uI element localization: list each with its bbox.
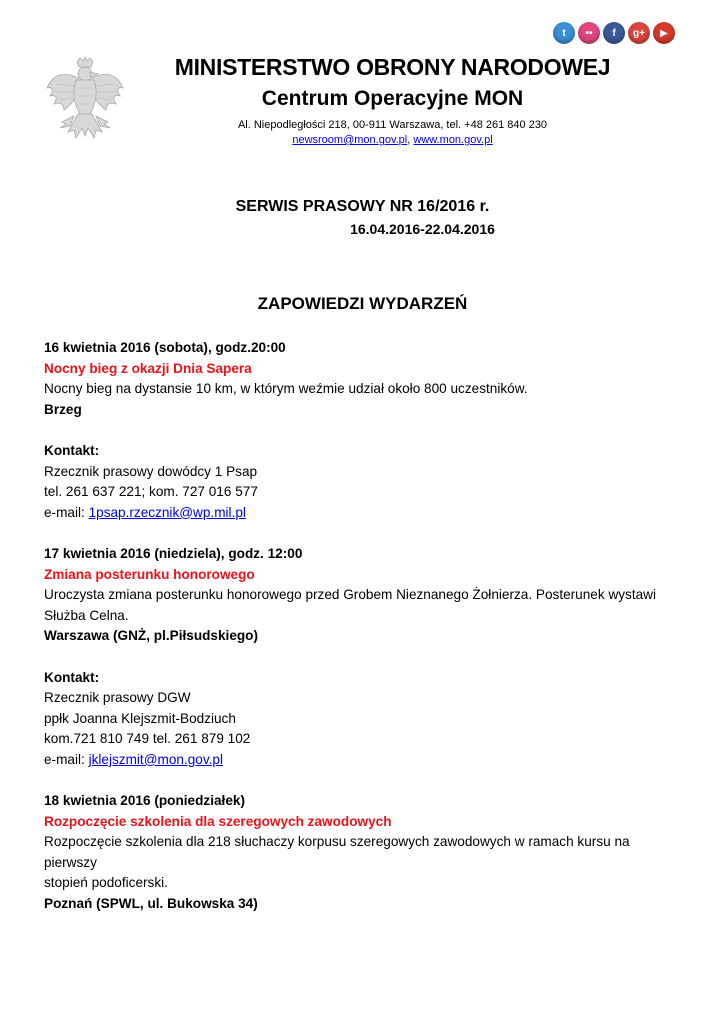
contact-email-link[interactable]: 1psap.rzecznik@wp.mil.pl (88, 504, 246, 520)
contact-label: Kontakt: (44, 669, 100, 685)
social-links (553, 22, 675, 44)
event-date: 17 kwietnia 2016 (niedziela), godz. 12:00 (44, 545, 303, 561)
facebook-icon[interactable]: f (603, 22, 625, 44)
event-description: Rozpoczęcie szkolenia dla 218 słuchaczy korpusu szeregowych zawodowych w ramach kursu na pierwszy (44, 834, 630, 870)
event-title: Rozpoczęcie szkolenia dla szeregowych zawodowych (44, 813, 392, 829)
twitter-icon[interactable]: t (553, 22, 575, 44)
event-place: Brzeg (44, 401, 82, 417)
event-description: Służba Celna. (44, 607, 129, 623)
contact-line: Rzecznik prasowy dowódcy 1 Psap (44, 463, 258, 479)
contact-links (40, 134, 725, 146)
flickr-icon[interactable]: •• (578, 22, 600, 44)
event-description: Nocny bieg na dystansie 10 km, w którym weźmie udział około 800 uczestników. (44, 381, 528, 397)
newsroom-email-link[interactable]: newsroom@mon.gov.pl (292, 134, 408, 146)
contact-email-line (44, 503, 684, 524)
section-title: ZAPOWIEDZI WYDARZEŃ (257, 294, 468, 313)
ministry-title: MINISTERSTWO OBRONY NARODOWEJ (174, 54, 611, 80)
contact-label: Kontakt: (44, 442, 100, 458)
serwis-title: SERWIS PRASOWY NR 16/2016 r. (235, 198, 490, 215)
serwis-dates: 16.04.2016-22.04.2016 (350, 221, 495, 237)
contact-email-line (44, 750, 684, 771)
center-title: Centrum Operacyjne MON (261, 87, 524, 110)
contact-line: ppłk Joanna Klejszmit-Bodziuch (44, 710, 236, 726)
contact-line: kom.721 810 749 tel. 261 879 102 (44, 731, 251, 747)
event-title: Zmiana posterunku honorowego (44, 566, 255, 582)
google-plus-icon[interactable]: g+ (628, 22, 650, 44)
event-date: 16 kwietnia 2016 (sobota), godz.20:00 (44, 340, 286, 355)
event-title: Nocny bieg z okazji Dnia Sapera (44, 360, 252, 376)
event-description: Uroczysta zmiana posterunku honorowego przed Grobem Nieznanego Żołnierza. Posterunek wystawi (44, 587, 657, 603)
event-place: Poznań (SPWL, ul. Bukowska 34) (44, 896, 258, 912)
contact-line: Rzecznik prasowy DGW (44, 690, 191, 706)
email-label: e-mail: (44, 504, 89, 520)
contact-email-link[interactable]: jklejszmit@mon.gov.pl (88, 751, 223, 767)
event-description: stopień podoficerski. (44, 875, 168, 891)
contact-line: tel. 261 637 221; kom. 727 016 577 (44, 484, 258, 500)
youtube-icon[interactable]: ▶ (653, 22, 675, 44)
address: Al. Niepodległości 218, 00-911 Warszawa, tel. +48 261 840 230 (237, 119, 548, 131)
event-place: Warszawa (GNŻ, pl.Piłsudskiego) (44, 628, 259, 644)
link-separator: , (407, 134, 414, 146)
website-link[interactable]: www.mon.gov.pl (413, 134, 493, 146)
event-date: 18 kwietnia 2016 (poniedziałek) (44, 793, 245, 809)
events-list (44, 338, 684, 915)
email-label: e-mail: (44, 751, 89, 767)
